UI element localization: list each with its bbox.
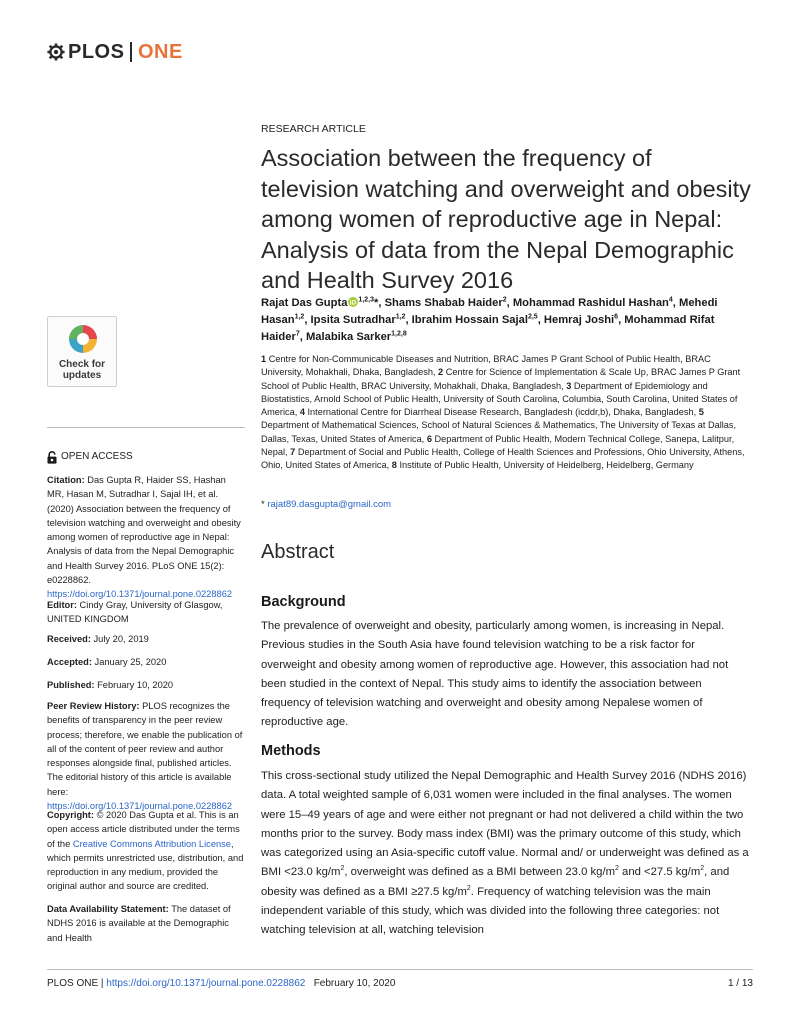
affil-text: Institute of Public Health, University of Heidelberg, Heidelberg, Germany: [399, 460, 694, 471]
corresponding-star: *: [374, 297, 379, 309]
author-name[interactable]: Malabika Sarker: [305, 331, 392, 343]
footer-journal: PLOS ONE |: [47, 978, 104, 989]
peer-review-block: [47, 699, 245, 813]
affil-num: 5: [698, 407, 704, 418]
copyright-block: Copyright: © 2020 Das Gupta et al. This is an open access article distributed under the terms of the Creative Commons Attribution License, which permits unrestricted use, distribution, and reproduction in any medium, provided the original author and source are credited.: [47, 810, 244, 892]
footer-doi-link[interactable]: https://doi.org/10.1371/journal.pone.0228862: [106, 978, 306, 989]
editor-text: Cindy Gray, University of Glasgow, UNITED KINGDOM: [47, 600, 223, 625]
author-name[interactable]: Mohammad Rashidul Hashan: [512, 297, 669, 309]
methods-heading: Methods: [261, 743, 321, 759]
corresponding-author: [261, 499, 751, 510]
affil-num: 2: [438, 367, 444, 378]
author-name[interactable]: Hemraj Joshi: [543, 314, 615, 326]
article-title: Association between the frequency of television watching and overweight and obesity among women of reproductive age in Nepal: Analysis of data from the Nepal Demographic and Health Survey 2016: [261, 145, 751, 294]
check-for-updates-badge[interactable]: [47, 316, 117, 387]
affiliations: [261, 353, 751, 473]
data-availability-block: Data Availability Statement: The dataset of NDHS 2016 is available at the Demographic and Health: [47, 904, 231, 943]
methods-paragraph: This cross-sectional study utilized the Nepal Demographic and Health Survey 2016 (NDHS 2016) data. A total weighted sample of 6,031 women were included in the final analyses. The women were 15–49 years of age and were either not pregnant or had not delivered a child within the two months prior to the survey. Body mass index (BMI) was the primary outcome of this study, which was categorized using an Asia-specific cutoff value. Normal and/ or underweight was defined as a BMI <23.0 $kg/m^2$, overweight was defined as a BMI between 23.0 $kg/m^2$ and <27.5 $kg/m^2$, and obesity was defined as a BMI ≥27.5 $kg/m^2$. Frequency of watching television was the main independent variable of this study, which was divided into the following three categories: not watching television at all, watching television: [261, 770, 749, 937]
cc-license-link[interactable]: Creative Commons Attribution License: [72, 838, 231, 849]
orcid-icon[interactable]: [348, 297, 358, 307]
affil-num: 8: [391, 460, 397, 471]
affil-num: 4: [299, 407, 305, 418]
sidebar-divider: [47, 427, 245, 428]
plos-one-logo: [47, 40, 183, 64]
logo-divider: [130, 42, 132, 62]
corresponding-email-link[interactable]: rajat89.dasgupta@gmail.com: [267, 499, 392, 510]
corresponding-star: *: [261, 499, 265, 510]
copyright-label: Copyright:: [47, 810, 94, 820]
author-affil-sup: 2,5: [527, 313, 538, 321]
author-affil-sup: 1,2: [294, 313, 305, 321]
abstract-heading: Abstract: [261, 541, 335, 563]
footer-divider: [47, 969, 753, 970]
data-availability-label: Data Availability Statement:: [47, 904, 169, 914]
peer-review-text: PLOS recognizes the benefits of transparency in the peer review process; therefore, we enable the publication of all of the content of peer review and author responses alongside final, published articles. The editorial history of this article is available here:: [47, 701, 243, 797]
citation-block: [47, 473, 245, 602]
author-name[interactable]: Ipsita Sutradhar: [310, 314, 396, 326]
affil-num: 7: [290, 447, 296, 458]
published-date: Published: February 10, 2020: [47, 680, 174, 690]
author-name[interactable]: Ibrahim Hossain Sajal: [411, 314, 528, 326]
author-affil-sup: 1,2,8: [391, 330, 407, 338]
plos-logo-icon: [47, 43, 65, 61]
affil-text: Department of Public Health, Modern Technical College, Sanepa, Lalitpur, Nepal,: [261, 433, 735, 458]
open-access-lock-icon: [47, 451, 57, 464]
svg-text:iD: iD: [350, 299, 357, 307]
editor-label: Editor:: [47, 600, 77, 610]
author-affil-sup: 4: [668, 296, 673, 304]
logo-one-text: ONE: [137, 40, 183, 63]
citation-text: Das Gupta R, Haider SS, Hashan MR, Hasan M, Sutradhar I, Sajal IH, et al. (2020) Association between the frequency of television watching and overweight and obesity among women of reproductive age in Nepal: Analysis of data from the Nepal Demographic and Health Survey 2016. PLoS ONE 15(2): e0228862.: [47, 475, 241, 586]
editor-block: [47, 598, 245, 627]
author-affil-sup: 6: [614, 313, 619, 321]
affil-text: Centre for Science of Implementation & Scale Up, BRAC James P Grant School of Public Health, BRAC University, Mohakhali, Dhaka, Bangladesh,: [261, 367, 741, 391]
affil-text: Department of Social and Public Health, College of Health Sciences and Professions, Ohio University, Athens, Ohio, United States of America,: [261, 447, 745, 471]
author-name[interactable]: Shams Shabab Haider: [384, 297, 503, 309]
check-for-updates-icon: [67, 323, 99, 357]
background-paragraph: The prevalence of overweight and obesity, particularly among women, is increasing in Nepal. Previous studies in the South Asia have found television watching to be a risk factor for overweight and obesity among women of reproductive age. However, this association had not been studied in the context of Nepal. This study aims to identify the association between frequency of television watching and overweight and obesity among Nepalese women of reproductive age.: [261, 620, 729, 729]
page-footer: [47, 978, 395, 989]
accepted-date: Accepted: January 25, 2020: [47, 657, 167, 667]
background-heading: Background: [261, 594, 346, 610]
author-affil-sup: 1,2: [395, 313, 406, 321]
logo-plos-text: PLOS: [68, 40, 125, 63]
affil-num: 3: [566, 380, 572, 391]
author-name[interactable]: Mehedi Hasan: [261, 297, 718, 326]
author-name[interactable]: Mohammad Rifat Haider: [261, 314, 715, 343]
affil-num: 1: [261, 354, 267, 364]
affil-text: International Centre for Diarrheal Disease Research, Bangladesh (icddr,b), Dhaka, Bangladesh,: [307, 407, 697, 418]
author-affil-sup: 7: [295, 330, 300, 338]
affil-text: Department of Mathematical Sciences, School of Natural Sciences & Mathematics, The University of Texas at Dallas, Dallas, Texas, United States of America,: [261, 420, 737, 444]
author-name[interactable]: Rajat Das Gupta: [261, 297, 348, 309]
affil-text: Department of Epidemiology and Biostatistics, Arnold School of Public Health, University of South Carolina, Columbia, South Carolina, United States of America,: [261, 380, 738, 418]
author-affil-sup: 1,2,3: [358, 296, 374, 304]
affil-text: Centre for Non-Communicable Diseases and Nutrition, BRAC James P Grant School of Public Health, BRAC University, Mohakhali, Dhaka, Bangladesh,: [261, 354, 711, 378]
citation-label: Citation:: [47, 475, 85, 485]
affil-num: 6: [426, 433, 432, 444]
check-for-updates-label: Check for updates: [58, 359, 106, 381]
peer-review-label: Peer Review History:: [47, 701, 140, 711]
author-list: Rajat Das Gupta iD $^{1,2,3}$*, Shams Shabab Haider$^2$, Mohammad Rashidul Hashan$^4$, Mehedi Hasan$^{1,2}$, Ipsita Sutradhar$^{1,2}$, Ibrahim Hossain Sajal$^{2,5}$, Hemraj Joshi$^6$, Mohammad Rifat Haider$^7$, Malabika Sarker$^{1,2,8}$: [261, 296, 718, 343]
received-date: Received: July 20, 2019: [47, 634, 149, 644]
page-number: 1 / 13: [727, 978, 753, 989]
author-affil-sup: 2: [502, 296, 507, 304]
citation-doi-link[interactable]: https://doi.org/10.1371/journal.pone.0228862: [47, 589, 233, 600]
peer-review-link[interactable]: https://doi.org/10.1371/journal.pone.0228862: [47, 801, 233, 812]
open-access-label: OPEN ACCESS: [47, 450, 245, 464]
footer-date: February 10, 2020: [313, 978, 396, 989]
article-type: RESEARCH ARTICLE: [261, 123, 366, 135]
